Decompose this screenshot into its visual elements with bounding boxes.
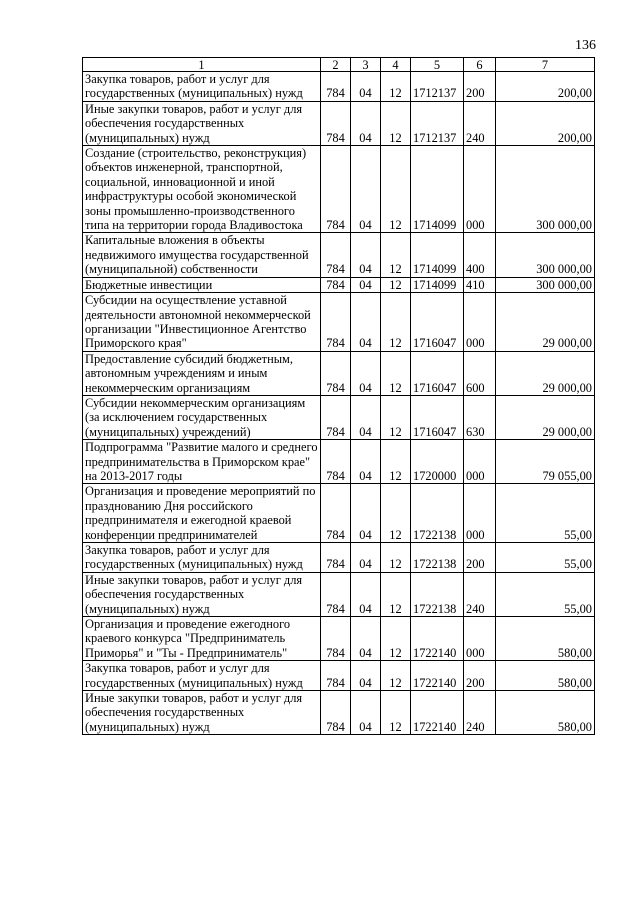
row-section-code: 04 <box>351 233 381 277</box>
row-name: Организация и проведение мероприятий по празднованию Дня российского предпринимателя и ежегодной краевой конференции предпринимателей <box>83 484 321 543</box>
row-name: Закупка товаров, работ и услуг для государственных (муниципальных) нужд <box>83 72 321 102</box>
budget-table <box>82 57 595 735</box>
column-header: 6 <box>464 58 496 72</box>
row-name: Предоставление субсидий бюджетным, автономным учреждениям и иным некоммерческим организациям <box>83 351 321 395</box>
row-amount: 300 000,00 <box>496 277 595 292</box>
row-subsection-code: 12 <box>381 72 411 102</box>
row-section-code: 04 <box>351 146 381 233</box>
row-amount: 55,00 <box>496 543 595 573</box>
row-ministry-code: 784 <box>321 351 351 395</box>
row-ministry-code: 784 <box>321 72 351 102</box>
row-name: Бюджетные инвестиции <box>83 277 321 292</box>
row-target-article: 1716047 <box>411 351 464 395</box>
column-header: 7 <box>496 58 595 72</box>
table-row <box>83 617 595 661</box>
row-ministry-code: 784 <box>321 617 351 661</box>
row-expense-type: 000 <box>464 484 496 543</box>
row-subsection-code: 12 <box>381 617 411 661</box>
row-expense-type: 000 <box>464 146 496 233</box>
column-header: 3 <box>351 58 381 72</box>
row-subsection-code: 12 <box>381 484 411 543</box>
row-ministry-code: 784 <box>321 146 351 233</box>
row-section-code: 04 <box>351 543 381 573</box>
table-row <box>83 293 595 352</box>
row-expense-type: 200 <box>464 661 496 691</box>
row-section-code: 04 <box>351 293 381 352</box>
row-amount: 300 000,00 <box>496 146 595 233</box>
row-subsection-code: 12 <box>381 351 411 395</box>
row-expense-type: 000 <box>464 617 496 661</box>
row-expense-type: 410 <box>464 277 496 292</box>
row-target-article: 1722138 <box>411 484 464 543</box>
row-target-article: 1722138 <box>411 572 464 616</box>
row-name: Субсидии некоммерческим организациям (за исключением государственных (муниципальных) учреждений) <box>83 395 321 439</box>
row-subsection-code: 12 <box>381 440 411 484</box>
row-amount: 580,00 <box>496 691 595 735</box>
table-row <box>83 661 595 691</box>
row-subsection-code: 12 <box>381 233 411 277</box>
row-ministry-code: 784 <box>321 661 351 691</box>
row-target-article: 1714099 <box>411 233 464 277</box>
table-row <box>83 233 595 277</box>
row-section-code: 04 <box>351 572 381 616</box>
table-row <box>83 146 595 233</box>
row-name: Создание (строительство, реконструкция) объектов инженерной, транспортной, социальной, инновационной и иной инфраструктуры особой экономической зоны промышленно-производственного типа на территории города Владивостока <box>83 146 321 233</box>
row-amount: 55,00 <box>496 572 595 616</box>
row-amount: 580,00 <box>496 617 595 661</box>
table-row <box>83 72 595 102</box>
column-header: 5 <box>411 58 464 72</box>
row-section-code: 04 <box>351 691 381 735</box>
row-subsection-code: 12 <box>381 395 411 439</box>
row-target-article: 1716047 <box>411 293 464 352</box>
table-body <box>83 72 595 735</box>
row-name: Закупка товаров, работ и услуг для государственных (муниципальных) нужд <box>83 543 321 573</box>
row-target-article: 1722140 <box>411 617 464 661</box>
row-section-code: 04 <box>351 72 381 102</box>
row-target-article: 1722138 <box>411 543 464 573</box>
row-target-article: 1714099 <box>411 146 464 233</box>
row-name: Иные закупки товаров, работ и услуг для обеспечения государственных (муниципальных) нужд <box>83 691 321 735</box>
column-header: 4 <box>381 58 411 72</box>
row-subsection-code: 12 <box>381 277 411 292</box>
row-amount: 200,00 <box>496 101 595 145</box>
table-row <box>83 440 595 484</box>
row-target-article: 1716047 <box>411 395 464 439</box>
row-subsection-code: 12 <box>381 146 411 233</box>
row-expense-type: 000 <box>464 293 496 352</box>
row-expense-type: 240 <box>464 572 496 616</box>
row-subsection-code: 12 <box>381 661 411 691</box>
row-target-article: 1722140 <box>411 691 464 735</box>
row-name: Подпрограмма "Развитие малого и среднего предпринимательства в Приморском крае" на 2013-2017 годы <box>83 440 321 484</box>
row-section-code: 04 <box>351 484 381 543</box>
row-ministry-code: 784 <box>321 277 351 292</box>
table-row <box>83 572 595 616</box>
row-amount: 29 000,00 <box>496 351 595 395</box>
table-row <box>83 277 595 292</box>
row-subsection-code: 12 <box>381 543 411 573</box>
row-subsection-code: 12 <box>381 101 411 145</box>
row-amount: 200,00 <box>496 72 595 102</box>
row-amount: 29 000,00 <box>496 293 595 352</box>
row-ministry-code: 784 <box>321 101 351 145</box>
row-section-code: 04 <box>351 440 381 484</box>
row-target-article: 1714099 <box>411 277 464 292</box>
row-name: Иные закупки товаров, работ и услуг для обеспечения государственных (муниципальных) нужд <box>83 572 321 616</box>
row-amount: 29 000,00 <box>496 395 595 439</box>
row-name: Организация и проведение ежегодного краевого конкурса "Предприниматель Приморья" и "Ты - Предприниматель" <box>83 617 321 661</box>
column-header: 1 <box>83 58 321 72</box>
row-expense-type: 200 <box>464 72 496 102</box>
row-subsection-code: 12 <box>381 293 411 352</box>
row-expense-type: 200 <box>464 543 496 573</box>
page-number: 136 <box>575 38 596 53</box>
table-row <box>83 543 595 573</box>
row-name: Капитальные вложения в объекты недвижимого имущества государственной (муниципальной) собственности <box>83 233 321 277</box>
row-section-code: 04 <box>351 661 381 691</box>
row-subsection-code: 12 <box>381 572 411 616</box>
row-ministry-code: 784 <box>321 293 351 352</box>
row-ministry-code: 784 <box>321 484 351 543</box>
table-row <box>83 691 595 735</box>
row-ministry-code: 784 <box>321 395 351 439</box>
row-subsection-code: 12 <box>381 691 411 735</box>
row-ministry-code: 784 <box>321 233 351 277</box>
row-ministry-code: 784 <box>321 440 351 484</box>
row-section-code: 04 <box>351 351 381 395</box>
row-section-code: 04 <box>351 277 381 292</box>
row-name: Субсидии на осуществление уставной деятельности автономной некоммерческой организации "Инвестиционное Агентство Приморского края" <box>83 293 321 352</box>
table-row <box>83 484 595 543</box>
row-expense-type: 600 <box>464 351 496 395</box>
row-expense-type: 400 <box>464 233 496 277</box>
table-row <box>83 101 595 145</box>
row-expense-type: 240 <box>464 101 496 145</box>
row-amount: 55,00 <box>496 484 595 543</box>
table-row <box>83 351 595 395</box>
row-ministry-code: 784 <box>321 572 351 616</box>
row-expense-type: 000 <box>464 440 496 484</box>
row-section-code: 04 <box>351 395 381 439</box>
row-amount: 300 000,00 <box>496 233 595 277</box>
row-target-article: 1712137 <box>411 101 464 145</box>
header-row <box>83 58 595 72</box>
row-amount: 580,00 <box>496 661 595 691</box>
row-ministry-code: 784 <box>321 691 351 735</box>
row-target-article: 1712137 <box>411 72 464 102</box>
row-name: Закупка товаров, работ и услуг для государственных (муниципальных) нужд <box>83 661 321 691</box>
column-header: 2 <box>321 58 351 72</box>
row-amount: 79 055,00 <box>496 440 595 484</box>
row-expense-type: 240 <box>464 691 496 735</box>
row-name: Иные закупки товаров, работ и услуг для обеспечения государственных (муниципальных) нужд <box>83 101 321 145</box>
row-expense-type: 630 <box>464 395 496 439</box>
row-target-article: 1720000 <box>411 440 464 484</box>
row-section-code: 04 <box>351 617 381 661</box>
row-target-article: 1722140 <box>411 661 464 691</box>
row-ministry-code: 784 <box>321 543 351 573</box>
table-row <box>83 395 595 439</box>
row-section-code: 04 <box>351 101 381 145</box>
